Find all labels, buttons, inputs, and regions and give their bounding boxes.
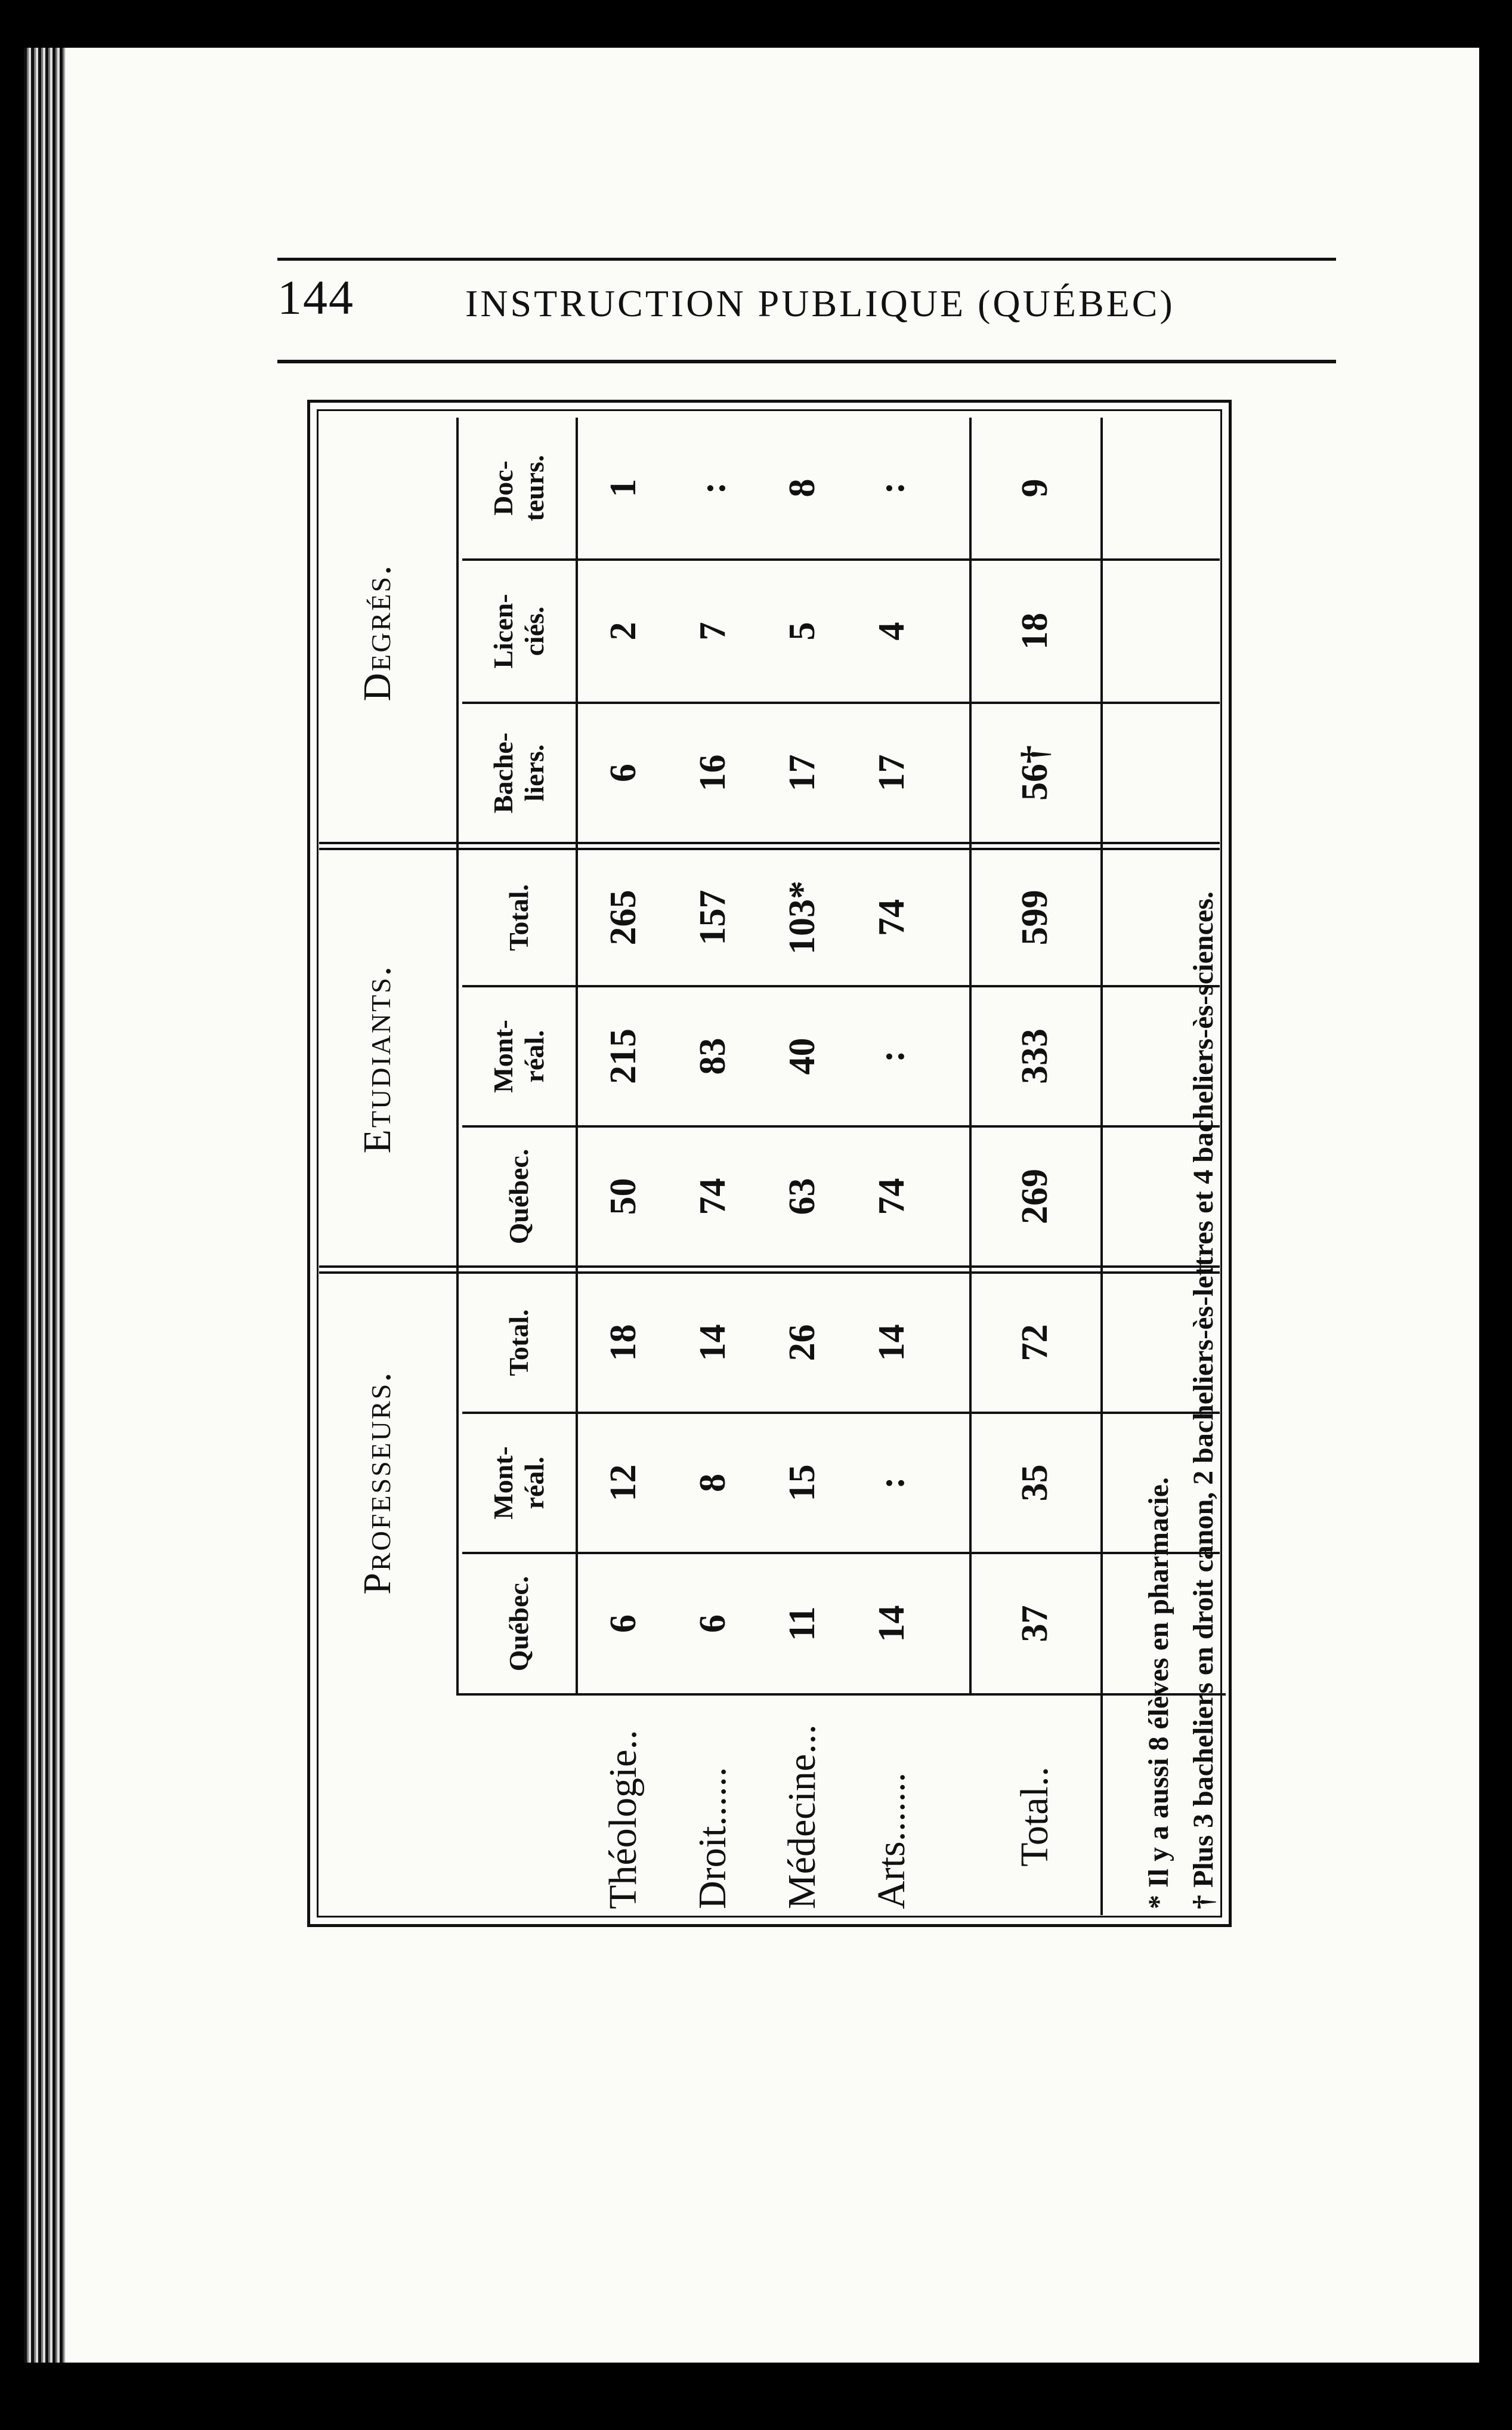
table-cell: :	[871, 481, 912, 495]
table-cell: 265	[602, 890, 644, 946]
label-column-rule	[456, 1693, 1226, 1696]
totals-rule	[969, 418, 972, 1694]
table-cell: 1	[602, 478, 644, 498]
table-cell-total: 18	[1014, 613, 1055, 650]
row-label-total: Total..	[1013, 1767, 1056, 1867]
col-header-docteurs: Doc- teurs.	[488, 455, 549, 521]
table-bottom-rule	[1100, 418, 1103, 1915]
table-cell: :	[871, 1477, 912, 1489]
col-sep	[462, 1552, 1220, 1554]
group-separator-1b	[319, 1265, 1220, 1268]
row-label-arts: Arts.......	[870, 1772, 913, 1909]
table-cell: 74	[871, 899, 912, 936]
table-cell-total: 35	[1014, 1464, 1055, 1502]
col-header-etu-quebec: Québec.	[503, 1148, 534, 1245]
table-cell: 50	[602, 1178, 644, 1215]
table-cell: 11	[781, 1606, 823, 1641]
table-cell: 74	[692, 1178, 733, 1215]
row-label-droit: Droit......	[691, 1767, 734, 1909]
group-header-etudiants: Etudiants.	[355, 964, 399, 1154]
table-cell: 103*	[781, 881, 823, 955]
header-body-rule	[576, 418, 578, 1694]
col-header-licencies: Licen- ciés.	[488, 594, 549, 669]
table-cell: 215	[602, 1029, 644, 1084]
table-cell: 17	[781, 754, 823, 792]
col-header-prof-total: Total.	[503, 1309, 534, 1376]
table-cell: 14	[692, 1324, 733, 1361]
col-header-etu-total: Total.	[503, 884, 534, 952]
table-cell: 17	[871, 754, 912, 792]
table-cell-total: 9	[1014, 478, 1055, 498]
col-sep	[462, 702, 1220, 704]
page-number: 144	[277, 270, 354, 325]
running-title: INSTRUCTION PUBLIQUE (QUÉBEC)	[465, 282, 1175, 325]
table-cell-total: 333	[1014, 1029, 1055, 1084]
footnote-1: * Il y a aussi 8 élèves en pharmacie.	[1143, 1477, 1174, 1909]
header-rule-top	[277, 258, 1336, 261]
table-cell: 14	[871, 1605, 912, 1642]
col-sep	[462, 985, 1220, 987]
table-cell: 157	[692, 890, 733, 946]
col-header-etu-montreal: Mont- réal.	[488, 1020, 549, 1093]
table-cell-total: 599	[1014, 890, 1055, 946]
statistics-table	[307, 400, 1232, 1927]
table-cell: 5	[781, 622, 823, 641]
table-cell: 74	[871, 1178, 912, 1215]
table-cell: :	[692, 481, 733, 495]
col-header-prof-montreal: Mont- réal.	[488, 1446, 549, 1520]
header-rule-bottom	[277, 360, 1336, 363]
table-cell: 26	[781, 1324, 823, 1361]
table-cell: 14	[871, 1324, 912, 1361]
footnote-2: † Plus 3 bacheliers en droit canon, 2 bacheliers-ès-lettres et 4 bacheliers-ès-sciences.	[1188, 891, 1219, 1909]
group-header-degres: Degrés.	[355, 563, 399, 702]
table-cell-total: 37	[1014, 1605, 1055, 1642]
table-cell: 40	[781, 1038, 823, 1075]
group-separator-2b	[319, 842, 1220, 844]
table-cell: 18	[602, 1324, 644, 1361]
table-cell-total: 72	[1014, 1324, 1055, 1361]
group-header-professeurs: Professeurs.	[355, 1370, 399, 1595]
table-cell: 63	[781, 1178, 823, 1215]
column-header-rule	[456, 418, 459, 1694]
table-cell: 6	[602, 764, 644, 782]
table-cell: 15	[781, 1464, 823, 1502]
col-header-bacheliers: Bache- liers.	[488, 732, 549, 814]
table-cell-total: 56†	[1014, 745, 1055, 801]
table-cell: 2	[602, 622, 644, 641]
table-cell: 6	[692, 1614, 733, 1633]
table-cell: 7	[692, 622, 733, 641]
table-cell: 8	[692, 1474, 733, 1492]
table-cell: 8	[781, 478, 823, 498]
row-label-medecine: Médecine...	[780, 1724, 824, 1909]
table-cell-total: 269	[1014, 1169, 1055, 1224]
table-cell: 4	[871, 622, 912, 641]
col-header-prof-quebec: Québec.	[503, 1576, 534, 1672]
col-sep	[462, 1412, 1220, 1414]
table-cell: 6	[602, 1614, 644, 1633]
table-cell: 83	[692, 1038, 733, 1075]
table-cell: :	[871, 1050, 912, 1063]
table-cell: 16	[692, 754, 733, 792]
col-sep	[462, 1125, 1220, 1128]
row-label-theologie: Théologie..	[601, 1730, 645, 1909]
col-sep	[462, 558, 1220, 561]
table-cell: 12	[602, 1464, 644, 1502]
